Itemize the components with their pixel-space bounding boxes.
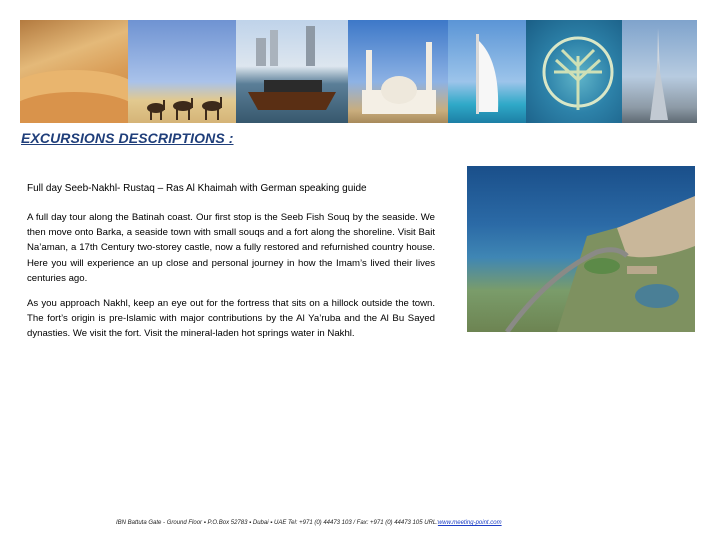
description-paragraph: A full day tour along the Batinah coast. Our first stop is the Seeb Fish Souq by the seaside. We then move onto Barka, a seaside town with small souqs and a fort along the shoreline. Visit Bait Na’aman, a 17th Century two-storey castle, now a fully restored and refurnished country house. Here you will experience an up close and personal journey in how the Imam’s lived their lives centuries ago. xyxy=(27,212,435,284)
footer-website-link[interactable]: www.meeting-point.com xyxy=(437,520,502,526)
burj-al-arab-photo xyxy=(448,20,526,123)
palm-island-photo xyxy=(526,20,622,123)
burj-khalifa-photo xyxy=(622,20,697,123)
page-footer xyxy=(116,520,502,526)
grand-mosque-photo xyxy=(348,20,448,123)
description-paragraph: As you approach Nakhl, keep an eye out for the fortress that sits on a hillock outside the town. The fort’s origin is pre-Islamic with major contributions by the Al Ya’ruba and the Al Bu Sayed dynasties. We visit the fort. Visit the mineral-laden hot springs water in Nakhl. xyxy=(27,298,435,340)
page-heading: EXCURSIONS DESCRIPTIONS : xyxy=(21,130,234,146)
desert-dunes-photo xyxy=(20,20,128,123)
excursion-title: Full day Seeb-Nakhl- Rustaq – Ras Al Khaimah with German speaking guide xyxy=(27,183,367,194)
dhow-boat-photo xyxy=(236,20,348,123)
coastal-aerial-photo xyxy=(467,166,695,332)
camel-caravan-photo xyxy=(128,20,236,123)
photo-banner xyxy=(20,20,697,123)
footer-address: IBN Battuta Gate - Ground Floor ▪ P.O.Box 52783 ▪ Dubai ▪ UAE Tel: +971 (0) 44473 103 / Fax: +971 (0) 44473 105 URL: xyxy=(116,520,438,526)
